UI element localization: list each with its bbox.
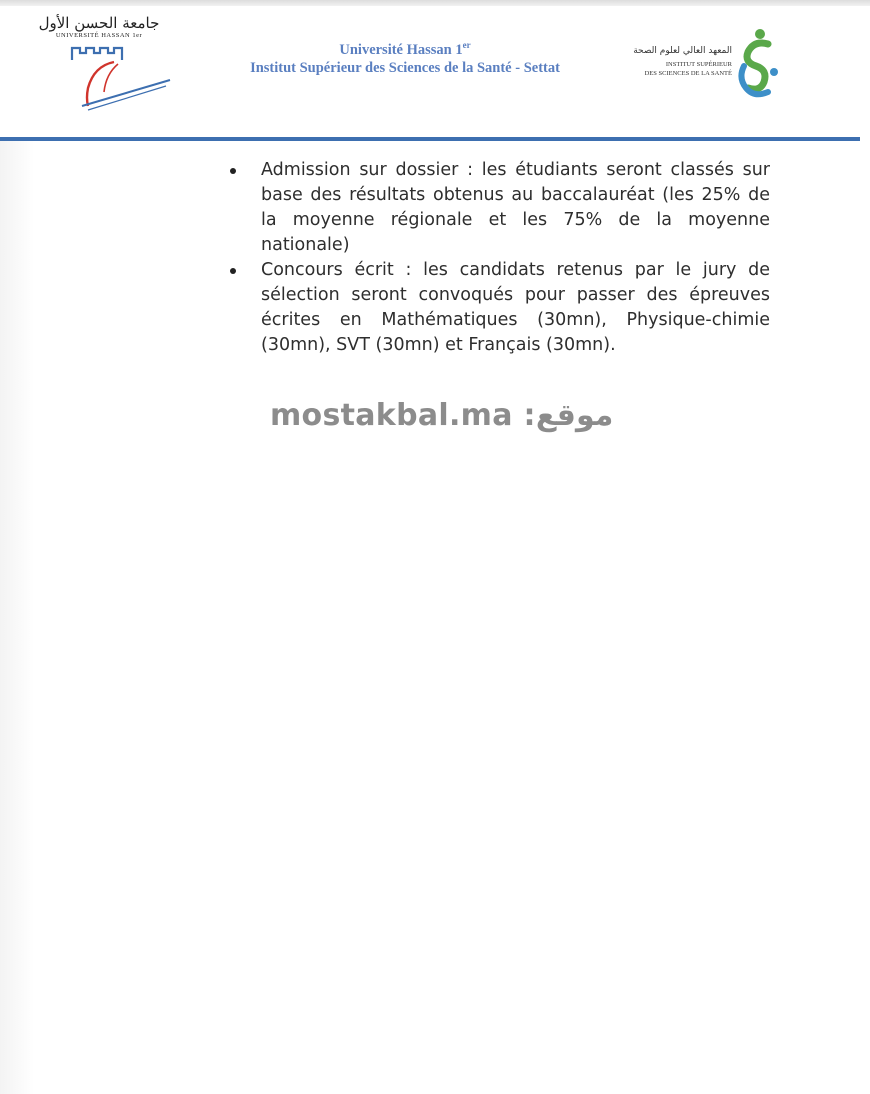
header-rule: [0, 137, 860, 141]
universite-hassan-logo: [38, 14, 178, 114]
document-header: [0, 6, 870, 138]
admission-criteria: [228, 158, 770, 358]
university-title: Université Hassan 1er: [339, 40, 471, 58]
list-item-text: Admission sur dossier : les étudiants seront classés sur base des résultats obtenus au baccalauréat (les 25% de la moyenne régionale et les 75% de la moyenne nationale): [261, 160, 770, 255]
list-item: [228, 158, 770, 258]
ispss-arabic-name: المعهد العالي لعلوم الصحة: [633, 46, 732, 56]
uh-emblem-icon: [66, 40, 176, 112]
uh-latin-name: UNIVERSITÉ HASSAN 1er: [55, 32, 143, 39]
list-item: [228, 258, 770, 358]
header-title-block: [230, 36, 580, 77]
bullet-icon: [230, 268, 236, 274]
institute-title: Institut Supérieur des Sciences de la Santé - Settat: [250, 59, 560, 76]
page-edge-shade: [0, 140, 34, 1094]
site-watermark: mostakbal.ma :موقع: [270, 398, 614, 433]
bullet-list: [228, 158, 770, 358]
bullet-icon: [230, 168, 236, 174]
ispss-latin-line2: DES SCIENCES DE LA SANTÉ: [644, 70, 732, 77]
ispss-logo: [628, 24, 788, 104]
ispss-emblem-icon: [734, 26, 784, 102]
list-item-text: Concours écrit : les candidats retenus par le jury de sélection seront convoqués pour passer des épreuves écrites en Mathématiques (30mn), Physique-chimie (30mn), SVT (30mn) et Français (30mn).: [261, 260, 770, 355]
ispss-latin-line1: INSTITUT SUPÉRIEUR: [665, 61, 732, 68]
uh-arabic-name: جامعة الحسن الأول: [38, 14, 160, 32]
